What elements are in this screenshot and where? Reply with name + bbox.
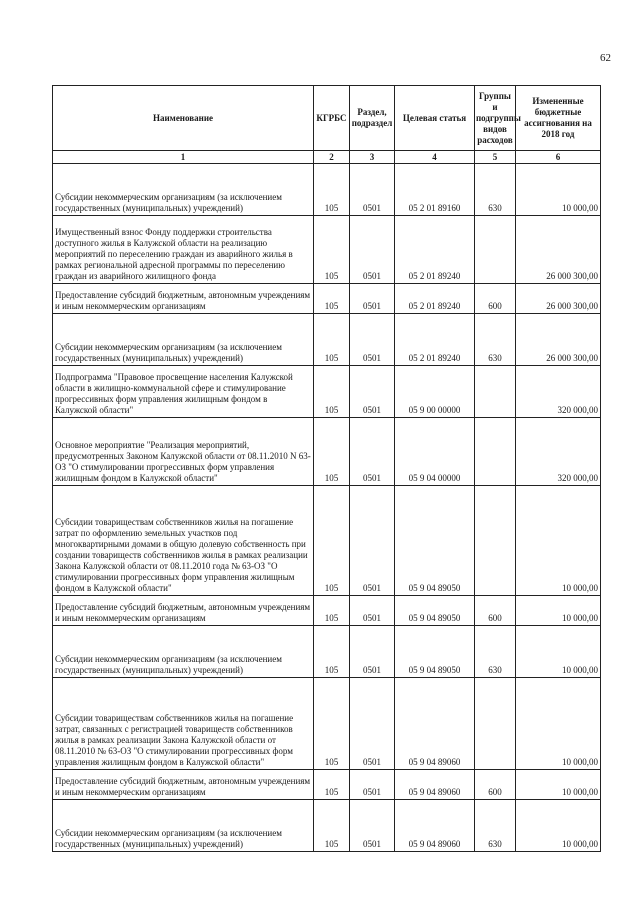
column-number: 1: [53, 151, 314, 164]
row-target-article: 05 2 01 89240: [395, 314, 475, 366]
row-kgrbs: 105: [314, 216, 350, 284]
page-number: 62: [600, 52, 611, 64]
row-section: 0501: [350, 800, 395, 852]
column-number-row: [53, 151, 601, 164]
row-section: 0501: [350, 770, 395, 800]
row-amount: 320 000,00: [516, 366, 601, 418]
row-expense-group: [475, 678, 516, 770]
row-expense-group: 630: [475, 164, 516, 216]
row-kgrbs: 105: [314, 626, 350, 678]
row-section: 0501: [350, 164, 395, 216]
row-section: 0501: [350, 216, 395, 284]
row-target-article: 05 2 01 89240: [395, 216, 475, 284]
column-number: 4: [395, 151, 475, 164]
row-target-article: 05 9 04 89060: [395, 770, 475, 800]
row-amount: 26 000 300,00: [516, 314, 601, 366]
row-section: 0501: [350, 596, 395, 626]
row-target-article: 05 9 04 00000: [395, 418, 475, 486]
row-name: Предоставление субсидий бюджетным, автономным учреждениям и иным некоммерческим организациям: [53, 596, 314, 626]
row-kgrbs: 105: [314, 164, 350, 216]
table-row: [53, 626, 601, 678]
column-number: 2: [314, 151, 350, 164]
budget-table: [52, 85, 601, 852]
row-target-article: 05 2 01 89160: [395, 164, 475, 216]
row-expense-group: [475, 366, 516, 418]
table-row: [53, 366, 601, 418]
row-kgrbs: 105: [314, 486, 350, 596]
row-section: 0501: [350, 366, 395, 418]
header-amount: Измененные бюджетные ассигнования на 2018 год: [516, 86, 601, 151]
row-section: 0501: [350, 284, 395, 314]
row-name: Субсидии некоммерческим организациям (за исключением государственных (муниципальных) учреждений): [53, 164, 314, 216]
row-name: Субсидии некоммерческим организациям (за исключением государственных (муниципальных) учреждений): [53, 626, 314, 678]
row-name: Субсидии товариществам собственников жилья на погашение затрат по оформлению земельных участков под многоквартирными домами в общую долевую собственность при создании товариществ собственников жилья в рамках реализации Закона Калужской области от 08.11.2010 года № 63-ОЗ "О стимулировании прогрессивных форм управления жилищным фондом в Калужской области": [53, 486, 314, 596]
row-name: Предоставление субсидий бюджетным, автономным учреждениям и иным некоммерческим организациям: [53, 770, 314, 800]
row-name: Субсидии некоммерческим организациям (за исключением государственных (муниципальных) учреждений): [53, 800, 314, 852]
header-group: Группы и подгруппы видов расходов: [475, 86, 516, 151]
row-section: 0501: [350, 678, 395, 770]
row-kgrbs: 105: [314, 284, 350, 314]
header-target: Целевая статья: [395, 86, 475, 151]
header-kgrbs: КГРБС: [314, 86, 350, 151]
table-row: [53, 314, 601, 366]
header-name: Наименование: [53, 86, 314, 151]
header-row: [53, 86, 601, 151]
column-number: 6: [516, 151, 601, 164]
row-section: 0501: [350, 418, 395, 486]
row-kgrbs: 105: [314, 596, 350, 626]
row-expense-group: 600: [475, 596, 516, 626]
column-number: 5: [475, 151, 516, 164]
row-amount: 10 000,00: [516, 678, 601, 770]
row-amount: 10 000,00: [516, 596, 601, 626]
row-amount: 10 000,00: [516, 164, 601, 216]
table-row: [53, 418, 601, 486]
row-expense-group: 630: [475, 626, 516, 678]
row-section: 0501: [350, 486, 395, 596]
row-name: Подпрограмма "Правовое просвещение населения Калужской области в жилищно-коммунальной сфере и стимулирование прогрессивных форм управления жилищным фондом в Калужской области": [53, 366, 314, 418]
table-row: [53, 770, 601, 800]
row-expense-group: 630: [475, 800, 516, 852]
table-row: [53, 678, 601, 770]
column-number: 3: [350, 151, 395, 164]
row-expense-group: 600: [475, 284, 516, 314]
row-amount: 10 000,00: [516, 486, 601, 596]
row-section: 0501: [350, 626, 395, 678]
row-expense-group: [475, 418, 516, 486]
row-target-article: 05 9 04 89050: [395, 626, 475, 678]
row-amount: 10 000,00: [516, 626, 601, 678]
table-row: [53, 284, 601, 314]
row-kgrbs: 105: [314, 678, 350, 770]
table-row: [53, 486, 601, 596]
row-kgrbs: 105: [314, 314, 350, 366]
row-kgrbs: 105: [314, 366, 350, 418]
row-section: 0501: [350, 314, 395, 366]
header-section: Раздел, подраздел: [350, 86, 395, 151]
row-target-article: 05 9 04 89060: [395, 678, 475, 770]
row-expense-group: 630: [475, 314, 516, 366]
row-name: Субсидии некоммерческим организациям (за исключением государственных (муниципальных) учреждений): [53, 314, 314, 366]
row-name: Основное мероприятие "Реализация мероприятий, предусмотренных Законом Калужской области от 08.11.2010 N 63-ОЗ "О стимулировании прогрессивных форм управления жилищным фондом в Калужской области": [53, 418, 314, 486]
row-kgrbs: 105: [314, 770, 350, 800]
row-name: Предоставление субсидий бюджетным, автономным учреждениям и иным некоммерческим организациям: [53, 284, 314, 314]
row-amount: 26 000 300,00: [516, 216, 601, 284]
row-target-article: 05 9 04 89050: [395, 596, 475, 626]
row-amount: 320 000,00: [516, 418, 601, 486]
row-expense-group: [475, 486, 516, 596]
row-amount: 26 000 300,00: [516, 284, 601, 314]
row-target-article: 05 9 04 89060: [395, 800, 475, 852]
row-kgrbs: 105: [314, 800, 350, 852]
row-target-article: 05 2 01 89240: [395, 284, 475, 314]
row-target-article: 05 9 04 89050: [395, 486, 475, 596]
table-row: [53, 800, 601, 852]
row-kgrbs: 105: [314, 418, 350, 486]
row-name: Имущественный взнос Фонду поддержки строительства доступного жилья в Калужской области на реализацию мероприятий по переселению граждан из аварийного жилья в рамках региональной адресной программы по переселению граждан из аварийного жилищного фонда: [53, 216, 314, 284]
row-amount: 10 000,00: [516, 800, 601, 852]
table-row: [53, 216, 601, 284]
row-expense-group: 600: [475, 770, 516, 800]
row-name: Субсидии товариществам собственников жилья на погашение затрат, связанных с регистрацией товариществ собственников жилья в рамках реализации Закона Калужской области от 08.11.2010 № 63-ОЗ "О стимулировании прогрессивных форм управления жилищным фондом в Калужской области": [53, 678, 314, 770]
table-body: [53, 164, 601, 852]
row-amount: 10 000,00: [516, 770, 601, 800]
row-expense-group: [475, 216, 516, 284]
table-row: [53, 164, 601, 216]
row-target-article: 05 9 00 00000: [395, 366, 475, 418]
table-row: [53, 596, 601, 626]
